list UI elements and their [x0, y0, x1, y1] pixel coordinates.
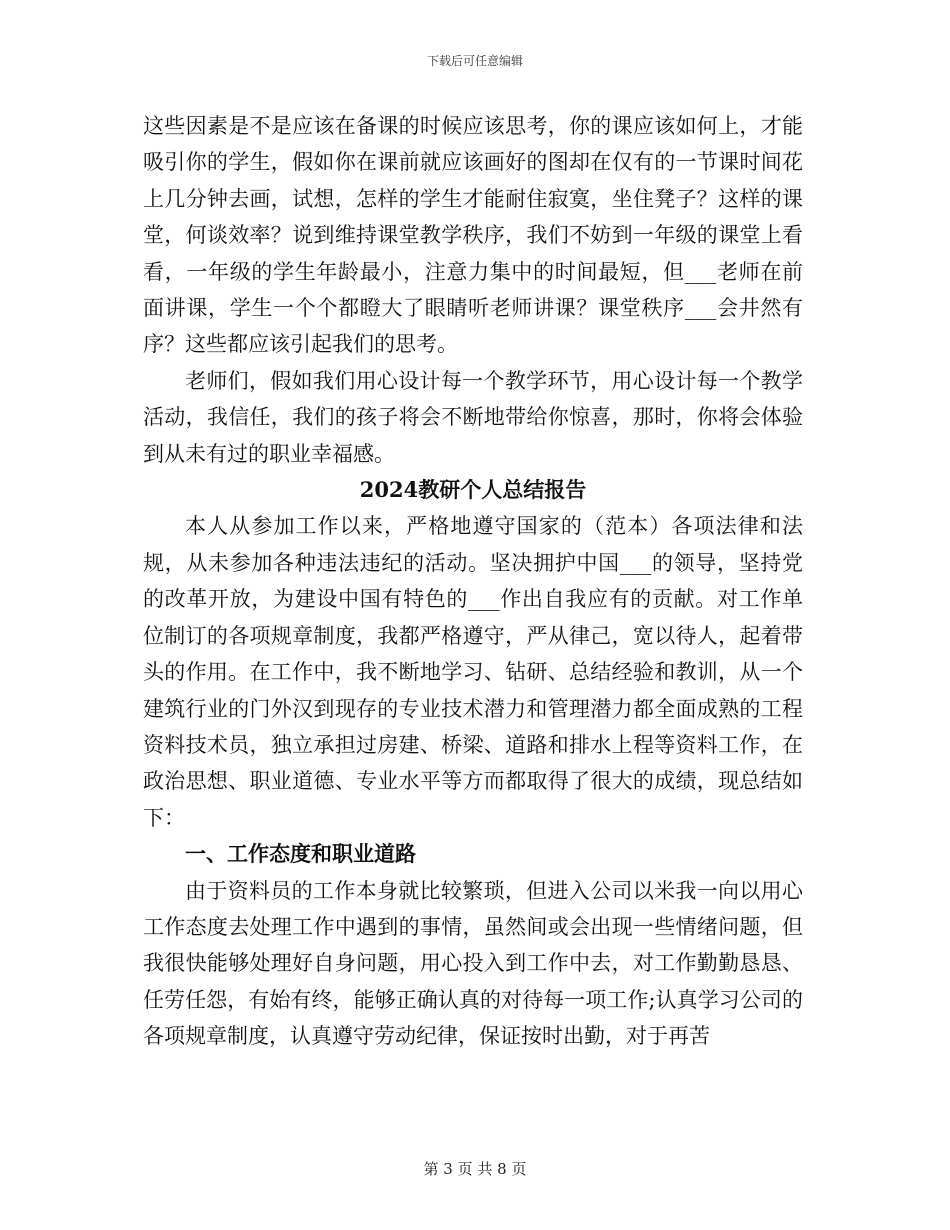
page-header-note: 下载后可任意编辑 [426, 54, 523, 68]
body-paragraph-2: 老师们，假如我们用心设计每一个教学环节，用心设计每一个教学活动，我信任，我们的孩子将会不断地带给你惊喜，那时，你将会体验到从未有过的职业幸福感。 [143, 368, 803, 466]
page-number: 第 3 页 共 8 页 [423, 1160, 527, 1178]
section-heading-1: 一、工作态度和职业道路 [185, 841, 416, 867]
body-paragraph-1: 这些因素是不是应该在备课的时候应该思考，你的课应该如何上，才能吸引你的学生，假如你在课前就应该画好的图却在仅有的一节课时间花上几分钟去画，试想，怎样的学生才能耐住寂寞，坐住凳子？这样的课堂，何谈效率？说到维持课堂教学秩序，我们不妨到一年级的课堂上看看，一年级的学生年龄最小，注意力集中的时间最短，但___老师在前面讲课，学生一个个都瞪大了眼睛听老师讲课？课堂秩序___会井然有序？这些都应该引起我们的思考。 [143, 114, 803, 357]
document-body [143, 108, 803, 1055]
document-title: 2024教研个人总结报告 [359, 477, 587, 503]
body-paragraph-3: 本人从参加工作以来，严格地遵守国家的（范本）各项法律和法规，从未参加各种违法违纪的活动。坚决拥护中国___的领导，坚持党的改革开放，为建设中国有特色的___作出自我应有的贡献。对工作单位制订的各项规章制度，我都严格遵守，严从律己，宽以待人，起着带头的作用。在工作中，我不断地学习、钻研、总结经验和教训，从一个建筑行业的门外汉到现存的专业技术潜力和管理潜力都全面成熟的工程资料技术员，独立承担过房建、桥梁、道路和排水上程等资料工作，在政治思想、职业道德、专业水平等方而都取得了很大的成绩，现总结如下： [143, 514, 803, 830]
body-paragraph-4: 由于资料员的工作本身就比较繁琐，但进入公司以米我一向以用心工作态度去处理工作中遇到的事情，虽然间或会出现一些情绪问题，但我很快能够处理好自身问题，用心投入到工作中去，对工作勤勤恳恳、任劳任怨，有始有终，能够正确认真的对待每一项工作;认真学习公司的各项规章制度，认真遵守劳动纪律，保证按时出勤，对于再苦 [143, 878, 803, 1049]
